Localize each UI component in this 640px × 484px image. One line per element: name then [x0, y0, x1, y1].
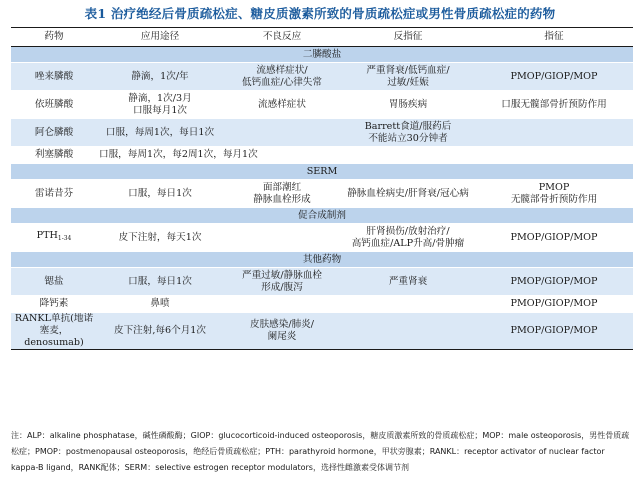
section-serm: SERM	[11, 164, 633, 180]
adverse-cell: 严重过敏/静脉血栓 形成/腹泻	[223, 268, 341, 296]
contraindication-cell	[341, 296, 475, 313]
table-row	[11, 147, 633, 164]
table-row	[11, 180, 633, 208]
table-row	[11, 91, 633, 119]
table-row	[11, 268, 633, 296]
adverse-cell: 皮肤感染/肺炎/ 阑尾炎	[223, 313, 341, 350]
drug-cell: 降钙素	[11, 296, 97, 313]
adverse-cell	[223, 119, 341, 147]
contraindication-cell	[341, 313, 475, 350]
drug-cell: 锶盐	[11, 268, 97, 296]
contraindication-cell: 胃肠疾病	[341, 91, 475, 119]
route-cell: 口服，每日1次	[97, 268, 223, 296]
table-header-row	[11, 28, 633, 47]
indication-cell: PMOP/GIOP/MOP	[475, 224, 633, 252]
contraindication-cell	[341, 147, 475, 164]
route-cell: 口服，每日1次	[97, 180, 223, 208]
drug-cell: 利塞膦酸	[11, 147, 97, 164]
indication-cell: PMOP/GIOP/MOP	[475, 268, 633, 296]
drug-name: PTH	[36, 230, 58, 241]
indication-cell	[475, 119, 633, 147]
table-row	[11, 119, 633, 147]
section-row	[11, 164, 633, 180]
table-row	[11, 313, 633, 350]
drug-cell: 依班膦酸	[11, 91, 97, 119]
adverse-cell: 流感样症状/ 低钙血症/心律失常	[223, 63, 341, 91]
contraindication-cell: Barrett食道/服药后 不能站立30分钟者	[341, 119, 475, 147]
table-footnote: 注：ALP：alkaline phosphatase，碱性磷酸酶；GIOP：glucocorticoid-induced osteoporosis，糖皮质激素所致的骨质疏松症；MOP：male osteoporosis，男性骨质疏松症；PMOP：postmenopausal osteoporosis，绝经后骨质疏松症；PTH：parathyroid hormone，甲状旁腺素；RANKL：receptor activator of nuclear factor kappa-B ligand，RANK配体；SERM：selective estrogen receptor modulators，选择性雌激素受体调节剂	[11, 431, 630, 472]
section-bisphosphonates: 二膦酸盐	[11, 47, 633, 63]
section-row	[11, 208, 633, 224]
header-adverse: 不良反应	[223, 28, 341, 47]
table-title: 表1 治疗绝经后骨质疏松症、糖皮质激素所致的骨质疏松症或男性骨质疏松症的药物	[84, 6, 556, 21]
route-cell: 鼻喷	[97, 296, 223, 313]
drug-table	[11, 27, 633, 350]
indication-cell: PMOP/GIOP/MOP	[475, 296, 633, 313]
adverse-cell	[223, 224, 341, 252]
contraindication-cell: 严重肾衰/低钙血症/ 过敏/妊娠	[341, 63, 475, 91]
drug-cell: 雷诺昔芬	[11, 180, 97, 208]
indication-cell: 口服无髋部骨折预防作用	[475, 91, 633, 119]
drug-cell: RANKL单抗(地诺 塞麦，denosumab)	[11, 313, 97, 350]
table-row	[11, 296, 633, 313]
header-indication: 指征	[475, 28, 633, 47]
adverse-cell	[223, 296, 341, 313]
drug-subscript: 1-34	[57, 235, 72, 242]
header-route: 应用途径	[97, 28, 223, 47]
section-row	[11, 47, 633, 63]
contraindication-cell: 肝肾损伤/放射治疗/ 高钙血症/ALP升高/骨肿瘤	[341, 224, 475, 252]
indication-cell	[475, 147, 633, 164]
route-cell: 皮下注射,每6个月1次	[97, 313, 223, 350]
route-cell: 皮下注射，每天1次	[97, 224, 223, 252]
drug-cell	[11, 224, 97, 252]
table-row	[11, 224, 633, 252]
indication-cell: PMOP 无髋部骨折预防作用	[475, 180, 633, 208]
header-drug: 药物	[11, 28, 97, 47]
route-cell: 静滴，1次/年	[97, 63, 223, 91]
drug-cell: 唑来膦酸	[11, 63, 97, 91]
contraindication-cell: 严重肾衰	[341, 268, 475, 296]
indication-cell: PMOP/GIOP/MOP	[475, 313, 633, 350]
table-row	[11, 63, 633, 91]
section-anabolic: 促合成制剂	[11, 208, 633, 224]
section-other: 其他药物	[11, 252, 633, 268]
contraindication-cell: 静脉血栓病史/肝肾衰/冠心病	[341, 180, 475, 208]
indication-cell: PMOP/GIOP/MOP	[475, 63, 633, 91]
route-cell: 口服，每周1次，每2周1次，每月1次	[97, 147, 341, 164]
header-contraindication: 反指征	[341, 28, 475, 47]
route-cell: 口服，每周1次，每日1次	[97, 119, 223, 147]
adverse-cell: 面部潮红 静脉血栓形成	[223, 180, 341, 208]
drug-cell: 阿仑膦酸	[11, 119, 97, 147]
route-cell: 静滴，1次/3月 口服每月1次	[97, 91, 223, 119]
section-row	[11, 252, 633, 268]
adverse-cell: 流感样症状	[223, 91, 341, 119]
